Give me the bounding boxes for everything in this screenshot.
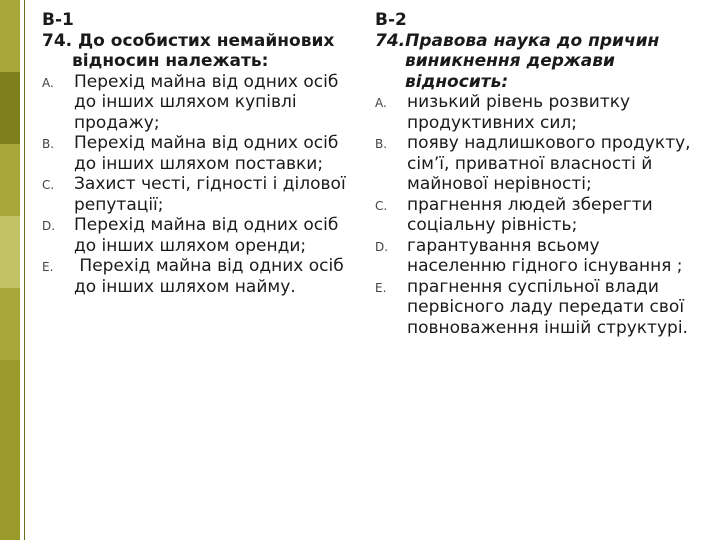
variant-2-column (375, 10, 695, 338)
option-letter: D. (375, 239, 389, 254)
answer-option-a (42, 72, 352, 134)
answer-option-d (375, 236, 695, 277)
option-text: гарантування всьому населенню гідного існування ; (407, 235, 683, 276)
question-text: 74.Правова наука до причин виникнення держави відносить: (375, 30, 660, 92)
answer-option-e (42, 256, 352, 297)
option-text: Захист честі, гідності і ділової репутації; (74, 174, 346, 215)
sidebar-band (0, 216, 20, 288)
decorative-sidebar (0, 0, 20, 540)
answer-option-b (42, 133, 352, 174)
option-letter: B. (375, 137, 388, 151)
option-text: прагнення людей зберегти соціальну рівність; (407, 194, 653, 235)
question-text: 74. До особистих немайнових відносин належать: (42, 30, 335, 71)
answer-option-c (375, 195, 695, 236)
answer-options (375, 92, 695, 338)
option-text: Перехід майна від одних осіб до інших шляхом найму. (74, 256, 350, 297)
variant-title: В-1 (42, 10, 74, 30)
variant-1-column (42, 10, 352, 297)
answer-option-c (42, 174, 352, 215)
variant-title: В-2 (375, 10, 407, 30)
sidebar-band (0, 144, 20, 216)
sidebar-band (0, 288, 20, 360)
option-text: Перехід майна від одних осіб до інших шляхом оренди; (74, 215, 339, 256)
answer-option-a (375, 92, 695, 133)
answer-option-e (375, 277, 695, 339)
option-letter: C. (375, 198, 388, 213)
option-letter: E. (42, 260, 54, 274)
option-text: появу надлишкового продукту, сім’ї, приватної власності й майнової нерівності; (407, 133, 691, 194)
option-letter: A. (375, 96, 387, 110)
option-letter: A. (42, 75, 54, 90)
option-letter: E. (375, 280, 387, 295)
option-letter: C. (42, 178, 55, 192)
option-text: Перехід майна від одних осіб до інших шляхом купівлі продажу; (74, 71, 339, 133)
option-text: Перехід майна від одних осіб до інших шляхом поставки; (74, 133, 339, 174)
answer-options (42, 72, 352, 298)
option-text: низький рівень розвитку продуктивних сил; (407, 92, 631, 133)
option-letter: B. (42, 137, 55, 151)
answer-option-b (375, 133, 695, 195)
option-letter: D. (42, 219, 56, 233)
sidebar-divider (24, 0, 25, 540)
sidebar-band (0, 360, 20, 540)
option-text: прагнення суспільної влади первісного ладу передати свої повноваження іншій структурі. (407, 276, 688, 338)
answer-option-d (42, 215, 352, 256)
sidebar-band (0, 72, 20, 144)
sidebar-band (0, 0, 20, 72)
